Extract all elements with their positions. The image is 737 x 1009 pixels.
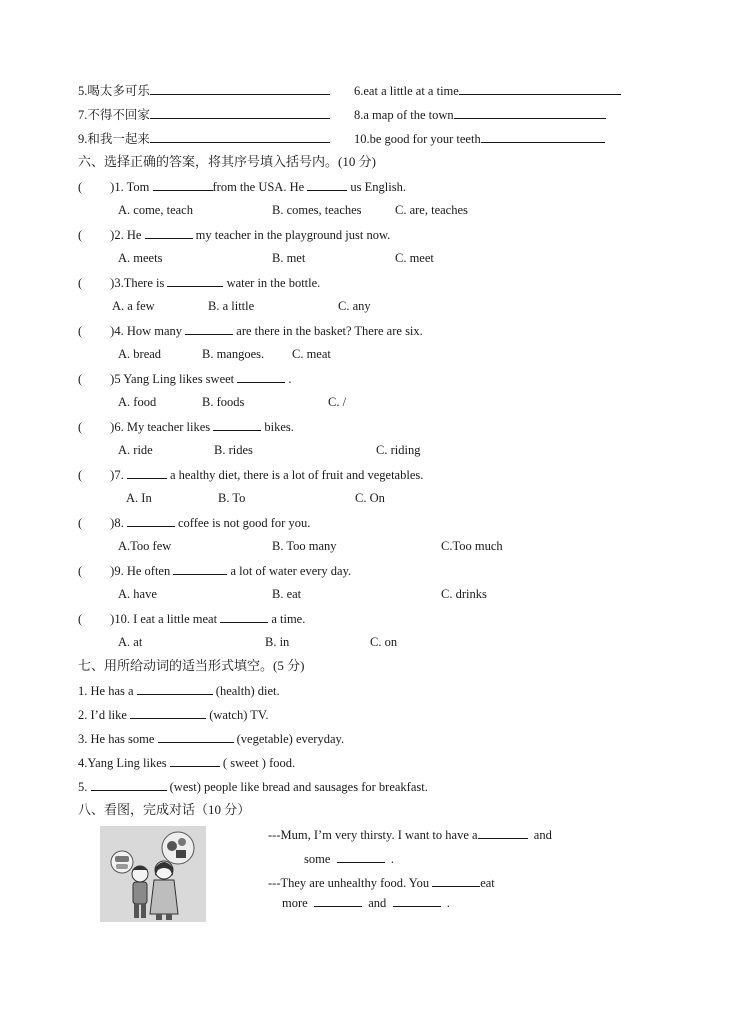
- mc-question-2: ( )2. He my teacher in the playground just now.: [78, 228, 391, 242]
- answer-blank[interactable]: [478, 826, 528, 839]
- option-b[interactable]: B. foods: [202, 395, 245, 409]
- option-c[interactable]: C. riding: [376, 443, 421, 457]
- mc-question-8: ( )8. coffee is not good for you.: [78, 516, 311, 530]
- option-c[interactable]: C. On: [355, 491, 385, 505]
- mc-question-5: ( )5 Yang Ling likes sweet .: [78, 372, 292, 386]
- answer-blank[interactable]: [91, 778, 167, 791]
- dialogue-line-1: ---Mum, I’m very thirsty. I want to have a and: [268, 828, 552, 842]
- option-a[interactable]: A. at: [118, 635, 143, 649]
- option-a[interactable]: A.Too few: [118, 539, 172, 553]
- option-c[interactable]: C. any: [338, 299, 371, 313]
- option-b[interactable]: B. met: [272, 251, 306, 265]
- translation-q10: 10.be good for your teeth: [354, 130, 605, 147]
- answer-blank[interactable]: [220, 610, 268, 623]
- answer-blank[interactable]: [393, 894, 441, 907]
- answer-blank[interactable]: [145, 226, 193, 239]
- illustration-image: [100, 826, 206, 922]
- option-b[interactable]: B. Too many: [272, 539, 337, 553]
- verb-item-4: 4.Yang Ling likes ( sweet ) food.: [78, 756, 296, 770]
- answer-blank[interactable]: [237, 370, 285, 383]
- mc-question-10: ( )10. I eat a little meat a time.: [78, 612, 306, 626]
- answer-blank[interactable]: [137, 682, 213, 695]
- section-6-title: 六、选择正确的答案，将其序号填入括号内。(10 分): [78, 154, 376, 169]
- answer-blank[interactable]: [432, 874, 480, 887]
- translation-q8: 8.a map of the town: [354, 106, 606, 123]
- answer-blank[interactable]: [481, 130, 605, 143]
- option-c[interactable]: C. meet: [395, 251, 434, 265]
- option-c[interactable]: C. meat: [292, 347, 331, 361]
- option-c[interactable]: C. /: [328, 395, 347, 409]
- mc-question-1: ( )1. Tom from the USA. He us English.: [78, 180, 406, 194]
- answer-blank[interactable]: [153, 178, 213, 191]
- option-b[interactable]: B. eat: [272, 587, 302, 601]
- dialogue-line-3: ---They are unhealthy food. You eat: [268, 876, 495, 890]
- option-b[interactable]: B. rides: [214, 443, 253, 457]
- answer-blank[interactable]: [337, 850, 385, 863]
- option-a[interactable]: A. a few: [112, 299, 155, 313]
- verb-item-1: 1. He has a (health) diet.: [78, 684, 280, 698]
- answer-blank[interactable]: [150, 82, 330, 95]
- option-b[interactable]: B. a little: [208, 299, 255, 313]
- option-c[interactable]: C.Too much: [441, 539, 503, 553]
- option-a[interactable]: A. meets: [118, 251, 163, 265]
- verb-item-2: 2. I’d like (watch) TV.: [78, 708, 269, 722]
- option-a[interactable]: A. ride: [118, 443, 153, 457]
- section-8-title: 八、看图，完成对话（10 分）: [78, 802, 251, 817]
- option-c[interactable]: C. are, teaches: [395, 203, 468, 217]
- option-a[interactable]: A. bread: [118, 347, 162, 361]
- answer-blank[interactable]: [459, 82, 621, 95]
- verb-item-5: 5. (west) people like bread and sausages for breakfast.: [78, 780, 428, 794]
- option-a[interactable]: A. food: [118, 395, 157, 409]
- dialogue-line-2: some .: [304, 852, 395, 866]
- option-c[interactable]: C. on: [370, 635, 398, 649]
- translation-q5: 5.喝太多可乐: [78, 82, 330, 99]
- answer-blank[interactable]: [167, 274, 223, 287]
- answer-blank[interactable]: [127, 514, 175, 527]
- option-a[interactable]: A. In: [126, 491, 152, 505]
- mc-question-6: ( )6. My teacher likes bikes.: [78, 420, 294, 434]
- mc-question-4: ( )4. How many are there in the basket? There are six.: [78, 324, 423, 338]
- family-illustration: [100, 826, 206, 922]
- option-b[interactable]: B. comes, teaches: [272, 203, 362, 217]
- answer-blank[interactable]: [185, 322, 233, 335]
- option-b[interactable]: B. To: [218, 491, 246, 505]
- option-c[interactable]: C. drinks: [441, 587, 487, 601]
- mc-question-3: ( )3.There is water in the bottle.: [78, 276, 321, 290]
- answer-blank[interactable]: [314, 894, 362, 907]
- answer-blank[interactable]: [454, 106, 606, 119]
- answer-blank[interactable]: [307, 178, 347, 191]
- option-b[interactable]: B. mangoes.: [202, 347, 265, 361]
- answer-blank[interactable]: [130, 706, 206, 719]
- translation-q7: 7.不得不回家: [78, 106, 330, 123]
- option-a[interactable]: A. have: [118, 587, 157, 601]
- verb-item-3: 3. He has some (vegetable) everyday.: [78, 732, 345, 746]
- mc-question-7: ( )7. a healthy diet, there is a lot of fruit and vegetables.: [78, 468, 424, 482]
- answer-blank[interactable]: [158, 730, 234, 743]
- answer-blank[interactable]: [173, 562, 227, 575]
- answer-blank[interactable]: [150, 130, 330, 143]
- section-7-title: 七、用所给动词的适当形式填空。(5 分): [78, 658, 305, 673]
- mc-question-9: ( )9. He often a lot of water every day.: [78, 564, 352, 578]
- option-a[interactable]: A. come, teach: [118, 203, 193, 217]
- answer-blank[interactable]: [170, 754, 220, 767]
- translation-q6: 6.eat a little at a time: [354, 82, 621, 99]
- dialogue-line-4: more and .: [282, 896, 450, 910]
- answer-blank[interactable]: [150, 106, 330, 119]
- translation-q9: 9.和我一起来: [78, 130, 330, 147]
- answer-blank[interactable]: [213, 418, 261, 431]
- option-b[interactable]: B. in: [265, 635, 290, 649]
- answer-blank[interactable]: [127, 466, 167, 479]
